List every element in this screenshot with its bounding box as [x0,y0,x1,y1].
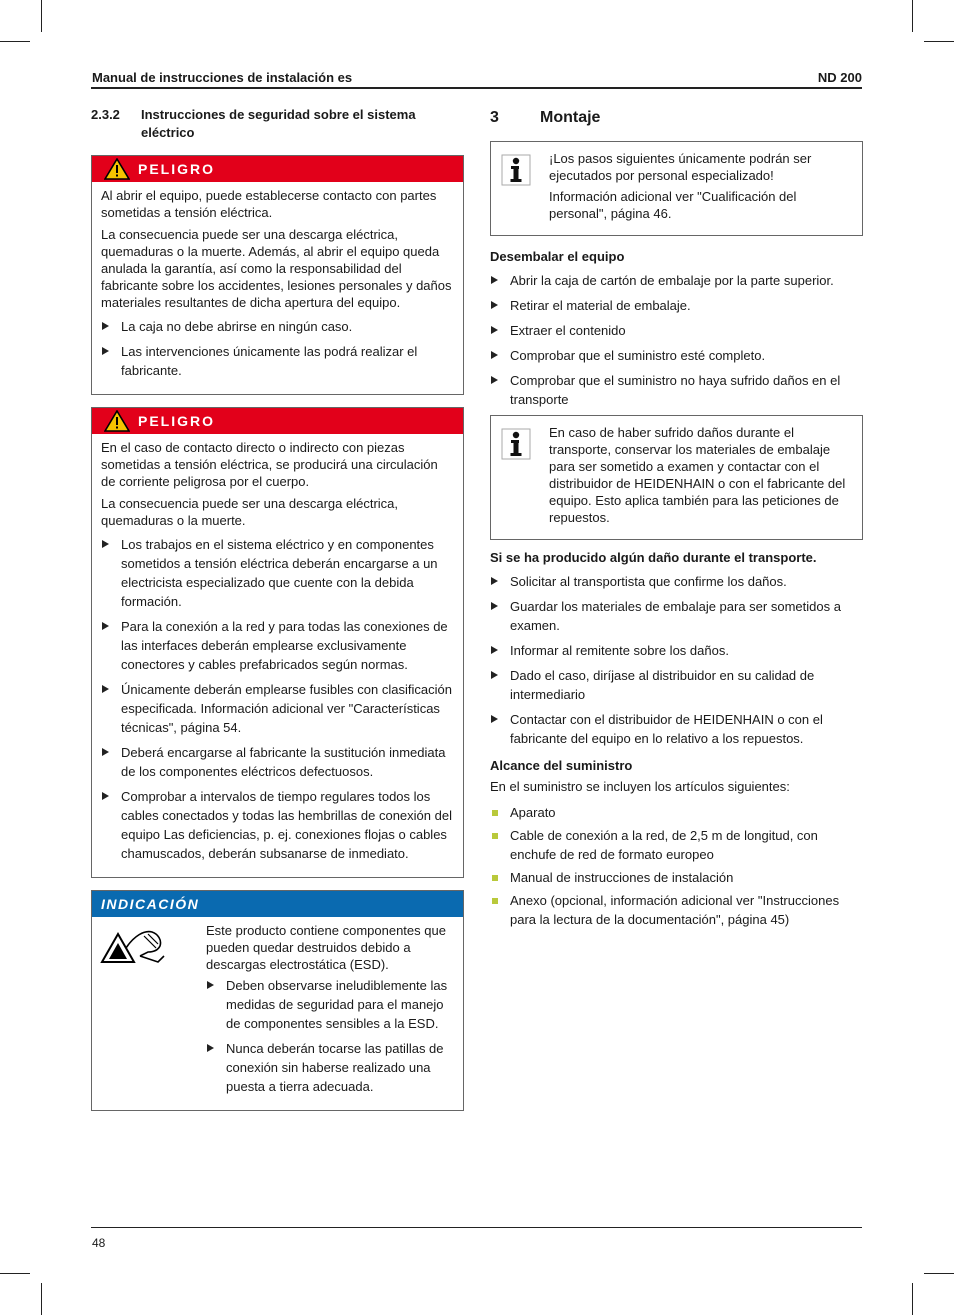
list-item: Deben observarse ineludiblemente las medidas de seguridad para el manejo de componentes sensibles a la ESD. [206,976,454,1033]
header-rule [91,87,862,89]
warning-triangle-icon [104,158,130,180]
crop-mark [41,1283,42,1315]
danger-header [92,156,463,182]
crop-mark [924,1273,954,1274]
danger-paragraph: En el caso de contacto directo o indirecto con piezas sometidas a tensión eléctrica, se producirá una circulación de corriente peligrosa por el cuerpo. [101,440,438,489]
danger-body [92,182,463,394]
right-column [490,106,863,933]
scope-intro: En el suministro se incluyen los artículos siguientes: [490,779,790,794]
info-paragraph: ¡Los pasos siguientes únicamente podrán ser ejecutados por personal especializado! [549,151,812,183]
info-text [549,150,852,226]
note-list [206,976,454,1096]
list-item: Deberá encargarse al fabricante la sustitución inmediata de los componentes eléctricos defectuosos. [101,743,454,781]
list-item: Únicamente deberán emplearse fusibles con clasificación especificada. Información adicional ver "Características técnicas", página 54. [101,680,454,737]
danger-paragraph: La consecuencia puede ser una descarga eléctrica, quemaduras o la muerte. [101,496,399,528]
info-paragraph: En caso de haber sufrido daños durante el transporte, conservar los materiales de embalaje para ser sometido a examen y contactar con el distribuidor de HEIDENHAIN o con el fabricante del equipo. Esto aplica también para las peticiones de repuestos. [549,425,846,525]
damage-list [490,572,863,748]
esd-icon [100,922,206,1102]
danger-body [92,434,463,877]
chapter-heading [490,108,863,128]
list-item: Solicitar al transportista que confirme los daños. [490,572,863,591]
footer-rule [91,1227,862,1228]
list-item: Los trabajos en el sistema eléctrico y en componentes sometidos a tensión eléctrica deberán encargarse a un electricista especializado que cuente con la debida formación. [101,535,454,611]
unpack-list [490,271,863,409]
crop-mark [912,0,913,32]
header-product: ND 200 [817,70,862,85]
note-box [91,890,464,1111]
section-heading [91,106,464,142]
list-item: Abrir la caja de cartón de embalaje por la parte superior. [490,271,863,290]
left-column [91,106,464,1111]
unpack-heading: Desembalar el equipo [490,249,625,264]
crop-mark [924,41,954,42]
section-title: Instrucciones de seguridad sobre el sistema eléctrico [141,107,416,140]
warning-triangle-icon [104,410,130,432]
list-item: Comprobar que el suministro no haya sufrido daños en el transporte [490,371,863,409]
list-item: Contactar con el distribuidor de HEIDENHAIN o con el fabricante del equipo en lo relativo a los repuestos. [490,710,863,748]
scope-list [490,803,863,929]
crop-mark [41,0,42,32]
damage-heading: Si se ha producido algún daño durante el transporte. [490,550,817,565]
list-item: Comprobar que el suministro esté completo. [490,346,863,365]
list-item: Comprobar a intervalos de tiempo regulares todos los cables conectados y todas las hembrillas de conexión del equipo Las deficiencias, p. ej. conexiones flojas o cables chamuscados, deberán subsanarse de inmediato. [101,787,454,863]
list-item: Retirar el material de embalaje. [490,296,863,315]
danger-list [101,535,454,863]
info-text [549,424,852,530]
list-item: Dado el caso, diríjase al distribuidor en su calidad de intermediario [490,666,863,704]
danger-label: PELIGRO [138,160,216,177]
chapter-title: Montaje [540,109,601,126]
danger-paragraph: Al abrir el equipo, puede establecerse contacto con partes sometidas a tensión eléctrica. [101,188,437,220]
info-icon [501,424,549,530]
list-item: Para la conexión a la red y para todas las conexiones de las interfaces deberán emplearse exclusivamente conectores y cables prefabricados según normas. [101,617,454,674]
info-icon [501,150,549,226]
note-paragraph: Este producto contiene componentes que pueden quedar destruidos debido a descargas electrostática (ESD). [206,923,446,972]
list-item: Cable de conexión a la red, de 2,5 m de longitud, con enchufe de red de formato europeo [490,826,863,864]
scope-heading: Alcance del suministro [490,758,633,773]
list-item: Aparato [490,803,863,822]
list-item: Las intervenciones únicamente las podrá realizar el fabricante. [101,342,454,380]
info-paragraph: Información adicional ver "Cualificación del personal", página 46. [549,189,797,221]
list-item: La caja no debe abrirse en ningún caso. [101,317,454,336]
note-text [206,922,454,1102]
danger-box [91,155,464,395]
info-box [490,141,863,236]
danger-list [101,317,454,380]
header-title: Manual de instrucciones de instalación es [92,70,353,85]
danger-box [91,407,464,878]
danger-header [92,408,463,434]
crop-mark [0,1273,30,1274]
danger-paragraph: La consecuencia puede ser una descarga eléctrica, quemaduras o la muerte. Además, al abrir el equipo queda anulada la garantía, así como la responsabilidad del fabricante sobre los accidentes, lesiones personales y daños materiales resultantes de dicha apertura del equipo. [101,227,452,310]
page-number: 48 [92,1236,106,1250]
crop-mark [0,41,30,42]
section-number: 2.3.2 [91,107,120,122]
info-box [490,415,863,540]
list-item: Anexo (opcional, información adicional ver "Instrucciones para la lectura de la documentación", página 45) [490,891,863,929]
list-item: Informar al remitente sobre los daños. [490,641,863,660]
list-item: Guardar los materiales de embalaje para ser sometidos a examen. [490,597,863,635]
crop-mark [912,1283,913,1315]
chapter-number: 3 [490,109,499,126]
danger-label: PELIGRO [138,412,216,429]
note-header: INDICACIÓN [92,891,463,917]
list-item: Extraer el contenido [490,321,863,340]
list-item: Manual de instrucciones de instalación [490,868,863,887]
note-body [92,917,463,1110]
list-item: Nunca deberán tocarse las patillas de conexión sin haberse realizado una puesta a tierra adecuada. [206,1039,454,1096]
